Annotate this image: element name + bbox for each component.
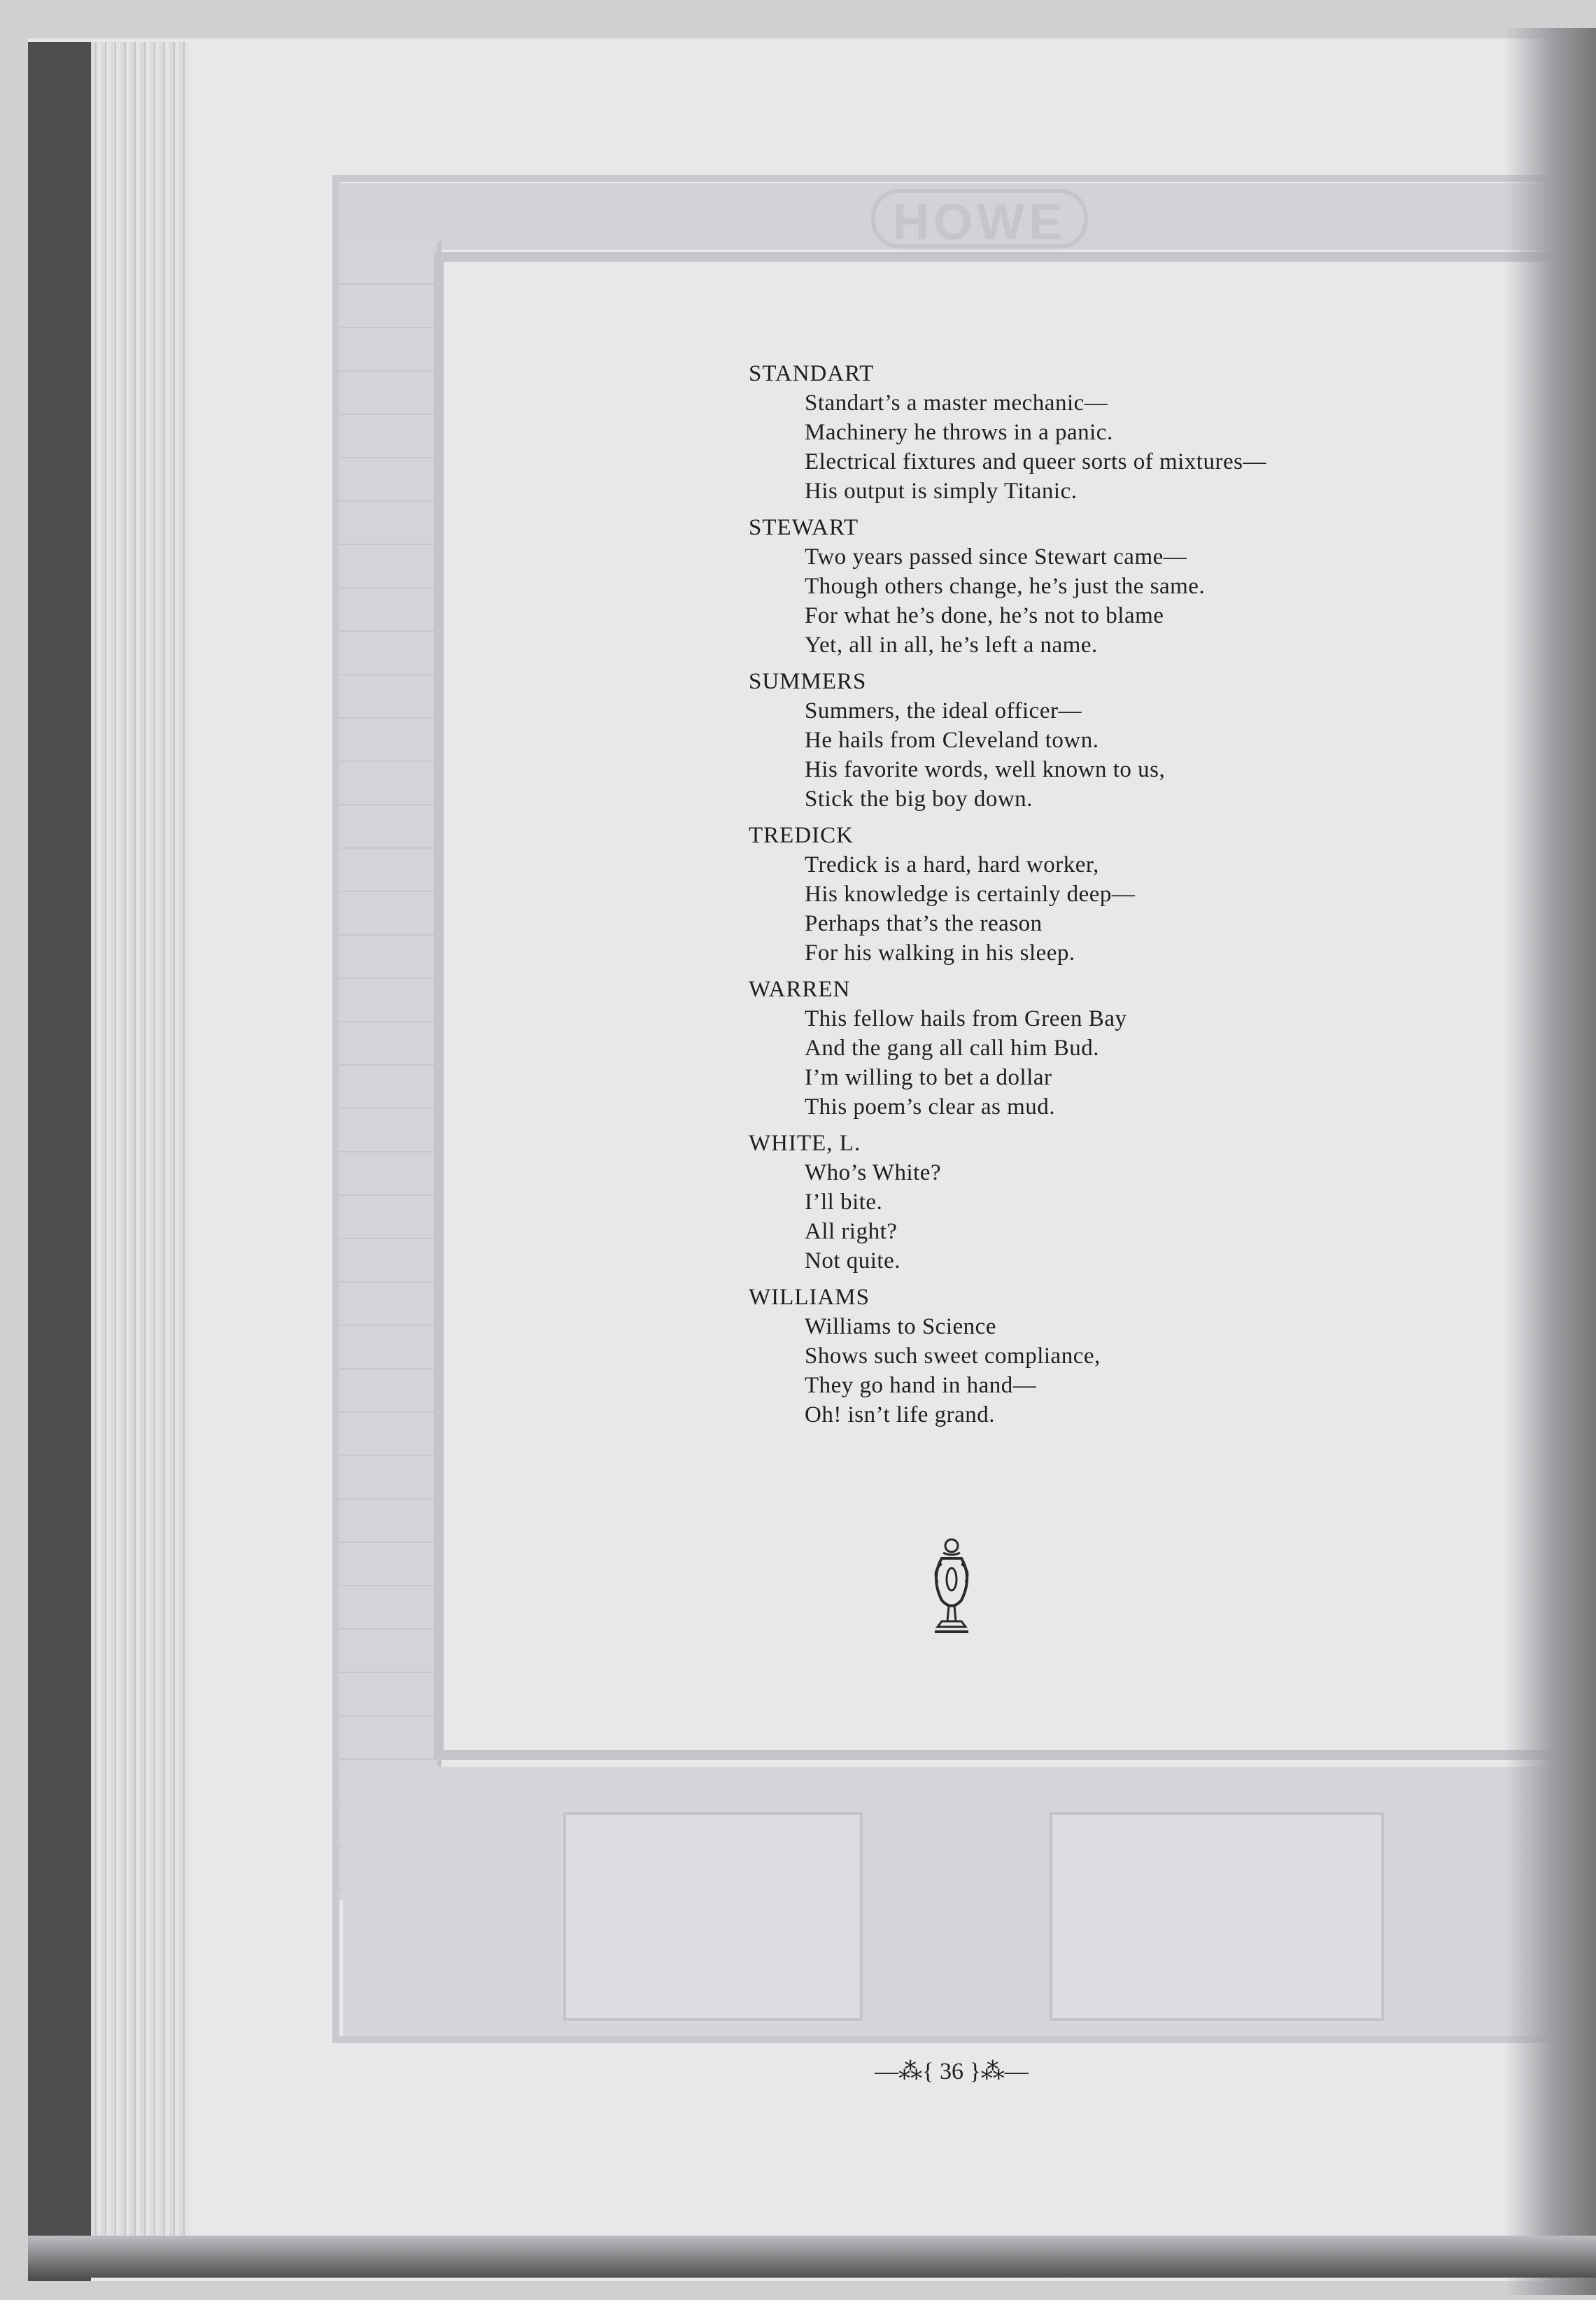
entry-name: TREDICK bbox=[749, 823, 854, 848]
entry-name: WHITE, L. bbox=[749, 1131, 861, 1156]
poem-line: His knowledge is certainly deep— bbox=[805, 882, 1136, 907]
left-ornament-column bbox=[339, 241, 442, 1900]
poem-line: They go hand in hand— bbox=[805, 1373, 1037, 1398]
entry-name: STANDART bbox=[749, 361, 875, 386]
poem-line: And the gang all call him Bud. bbox=[805, 1036, 1100, 1061]
book-spine bbox=[28, 42, 91, 2281]
entry-name: WARREN bbox=[749, 977, 851, 1002]
poem-line: Summers, the ideal officer— bbox=[805, 698, 1082, 724]
poem-line: Standart’s a master mechanic— bbox=[805, 390, 1108, 416]
bottom-edge-shadow bbox=[28, 2236, 1596, 2278]
page-number: —⁂{ 36 }⁂— bbox=[875, 2059, 1029, 2084]
poem-line: Williams to Science bbox=[805, 1314, 996, 1339]
banner-title: HOWE bbox=[871, 189, 1088, 248]
poem-line: Stick the big boy down. bbox=[805, 786, 1033, 812]
poem-line: His favorite words, well known to us, bbox=[805, 757, 1166, 782]
poem-line: Not quite. bbox=[805, 1248, 901, 1274]
poem-line: His output is simply Titanic. bbox=[805, 479, 1078, 504]
entry-name: SUMMERS bbox=[749, 669, 867, 694]
entry-name: STEWART bbox=[749, 515, 859, 540]
poem-line: Two years passed since Stewart came— bbox=[805, 544, 1187, 570]
poem-line: Perhaps that’s the reason bbox=[805, 911, 1043, 936]
poem-entry bbox=[749, 667, 1266, 814]
poem-entry bbox=[749, 359, 1266, 506]
poem-line: All right? bbox=[805, 1219, 898, 1244]
poem-line: Electrical fixtures and queer sorts of mixtures— bbox=[805, 449, 1266, 474]
poem-line: Tredick is a hard, hard worker, bbox=[805, 852, 1099, 877]
poem-line: Though others change, he’s just the same. bbox=[805, 574, 1206, 599]
page-edges bbox=[91, 42, 189, 2278]
poem-line: Yet, all in all, he’s left a name. bbox=[805, 633, 1098, 658]
poem-line: I’ll bite. bbox=[805, 1190, 883, 1215]
poem-entry bbox=[749, 513, 1266, 660]
bottom-ornament-band bbox=[343, 1767, 1571, 2036]
poem-line: This fellow hails from Green Bay bbox=[805, 1006, 1127, 1031]
poem-list bbox=[749, 359, 1266, 1437]
house-scene-illustration bbox=[1050, 1812, 1384, 2021]
vase-ornament-icon bbox=[917, 1536, 987, 1641]
poem-entry bbox=[749, 821, 1266, 968]
poem-line: I’m willing to bet a dollar bbox=[805, 1065, 1052, 1090]
poem-line: Machinery he throws in a panic. bbox=[805, 420, 1113, 445]
poem-line: This poem’s clear as mud. bbox=[805, 1094, 1056, 1120]
poem-entry bbox=[749, 1129, 1266, 1276]
poem-line: For what he’s done, he’s not to blame bbox=[805, 603, 1164, 628]
poem-line: For his walking in his sleep. bbox=[805, 940, 1075, 966]
right-edge-shadow bbox=[1504, 28, 1596, 2295]
poem-entry bbox=[749, 1283, 1266, 1430]
poem-line: Shows such sweet compliance, bbox=[805, 1343, 1101, 1369]
poem-line: He hails from Cleveland town. bbox=[805, 728, 1099, 753]
poem-line: Oh! isn’t life grand. bbox=[805, 1402, 996, 1427]
poem-line: Who’s White? bbox=[805, 1160, 942, 1185]
cannon-scene-illustration bbox=[563, 1812, 863, 2021]
poem-entry bbox=[749, 975, 1266, 1122]
entry-name: WILLIAMS bbox=[749, 1285, 870, 1310]
